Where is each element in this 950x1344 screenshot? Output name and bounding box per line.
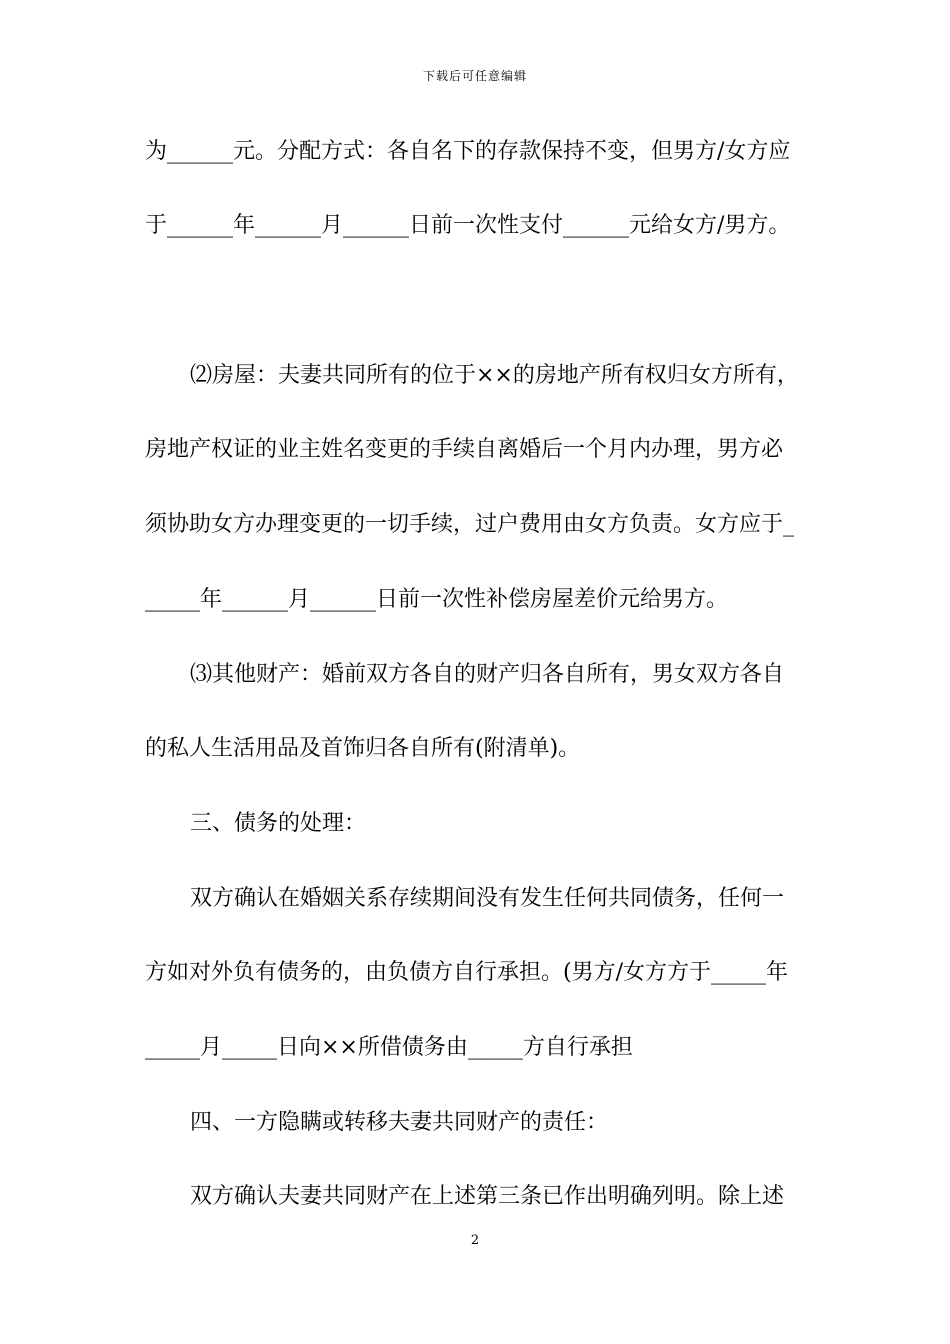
- body-line: 双方确认夫妻共同财产在上述第三条已作出明确列明。除上述: [190, 1184, 785, 1209]
- body-line: 为______元。分配方式：各自名下的存款保持不变，但男方/女方应: [145, 139, 791, 164]
- body-line: ⑵房屋：夫妻共同所有的位于××的房地产所有权归女方所有，: [190, 363, 799, 388]
- body-line: 房地产权证的业主姓名变更的手续自离婚后一个月内办理，男方必: [145, 437, 784, 462]
- body-line: 双方确认在婚姻关系存续期间没有发生任何共同债务，任何一: [190, 886, 785, 911]
- body-line: 须协助女方办理变更的一切手续，过户费用由女方负责。女方应于_: [145, 512, 795, 537]
- body-line: _____月_____日向××所借债务由_____方自行承担: [145, 1035, 633, 1060]
- section-heading: 四、一方隐瞒或转移夫妻共同财产的责任：: [190, 1110, 609, 1135]
- body-line: 方如对外负有债务的，由负债方自行承担。(男方/女方方于_____年: [145, 960, 788, 985]
- body-line: 于______年______月______日前一次性支付______元给女方/男方。: [145, 213, 791, 238]
- page-number: 2: [470, 1233, 480, 1248]
- section-heading: 三、债务的处理：: [190, 811, 367, 836]
- body-line: 的私人生活用品及首饰归各自所有(附清单)。: [145, 736, 581, 761]
- body-line: _____年______月______日前一次性补偿房屋差价元给男方。: [145, 587, 729, 612]
- page-header: 下载后可任意编辑: [422, 69, 527, 83]
- body-line: ⑶其他财产：婚前双方各自的财产归各自所有，男女双方各自: [190, 662, 785, 687]
